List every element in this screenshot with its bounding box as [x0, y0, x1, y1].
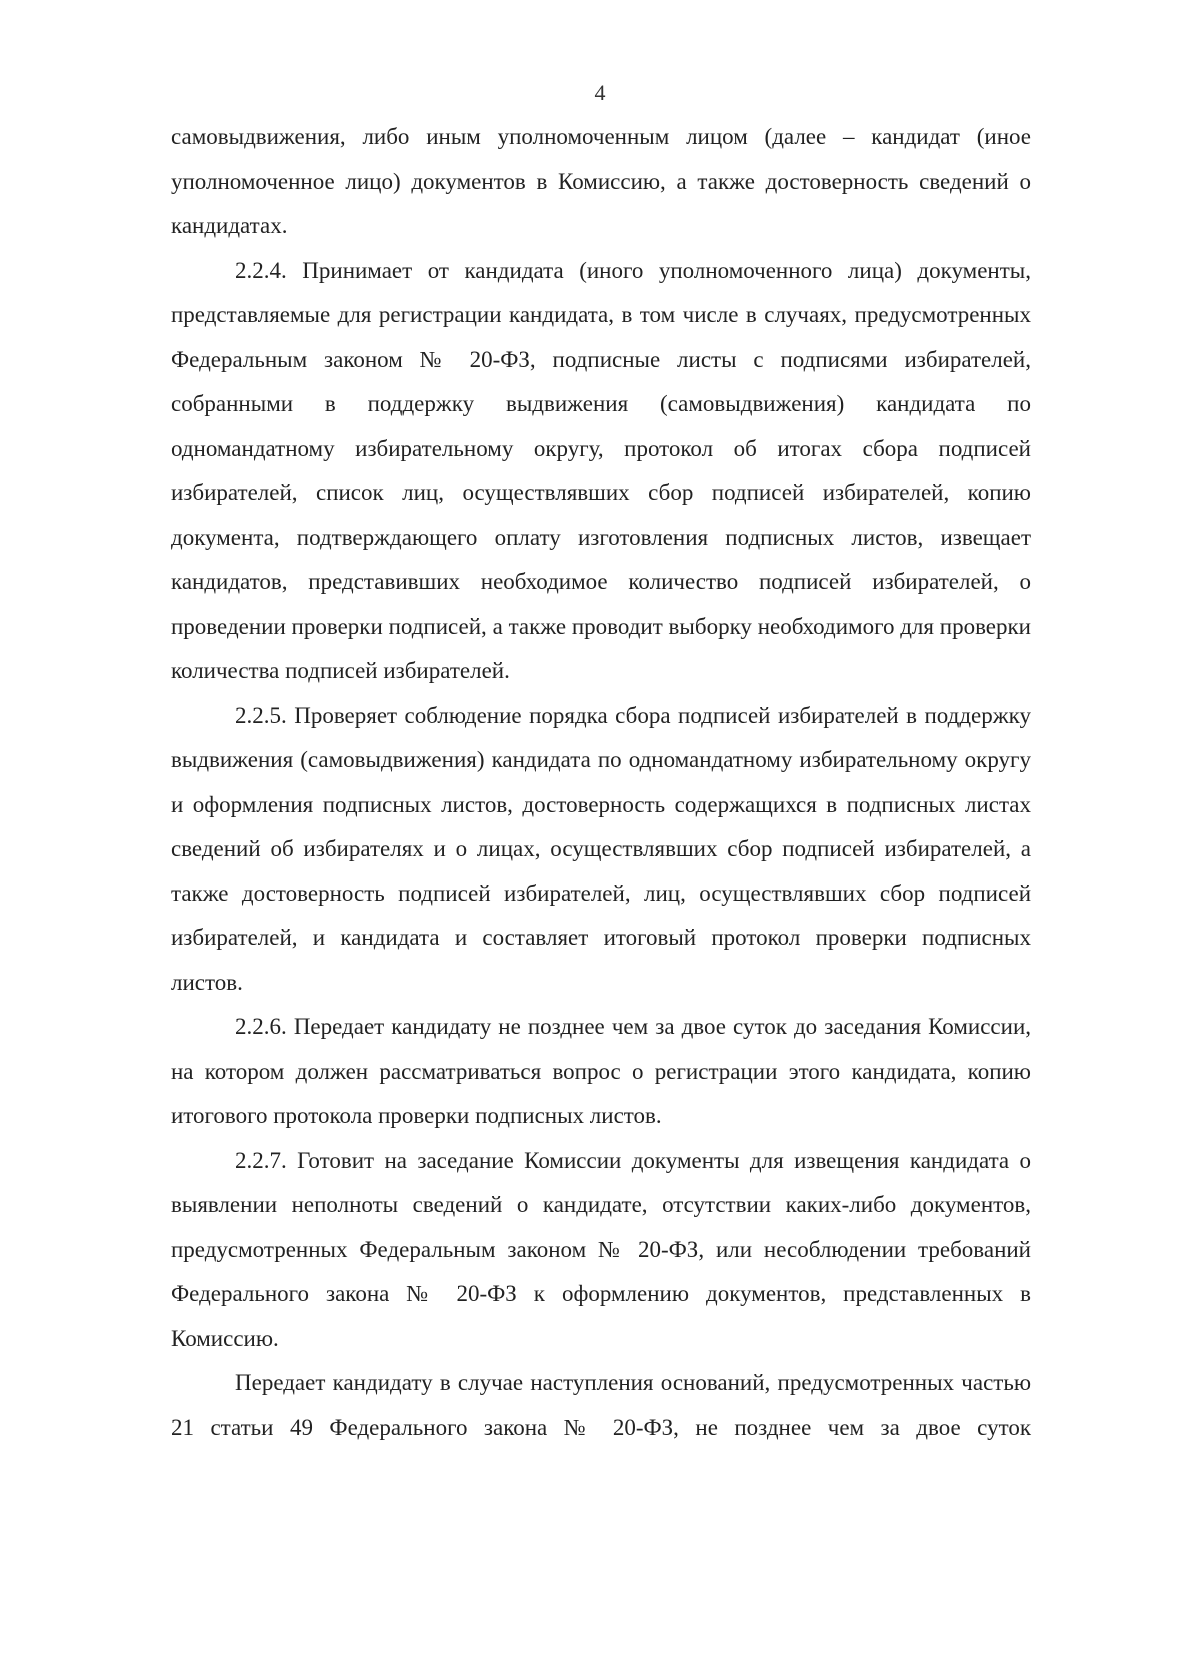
- page-number: 4: [594, 80, 606, 105]
- paragraph-transfer-clause: Передает кандидату в случае наступления оснований, предусмотренных частью 21 статьи 49 Федерального закона № 20-ФЗ, не позднее чем за двое суток: [171, 1370, 1031, 1440]
- paragraph-continuation: самовыдвижения, либо иным уполномоченным лицом (далее – кандидат (иное уполномоченное лицо) документов в Комиссию, а также достоверность сведений о кандидатах.: [171, 124, 1031, 238]
- paragraph-clause-2-2-6: 2.2.6. Передает кандидату не позднее чем за двое суток до заседания Комиссии, на котором должен рассматриваться вопрос о регистрации этого кандидата, копию итогового протокола проверки подписных листов.: [171, 1014, 1031, 1128]
- paragraph-clause-2-2-4: 2.2.4. Принимает от кандидата (иного уполномоченного лица) документы, представляемые для регистрации кандидата, в том числе в случаях, предусмотренных Федеральным законом № 20-ФЗ, подписные листы с подписями избирателей, собранными в поддержку выдвижения (самовыдвижения) кандидата по одномандатному избирательному округу, протокол об итогах сбора подписей избирателей, список лиц, осуществлявших сбор подписей избирателей, копию документа, подтверждающего оплату изготовления подписных листов, извещает кандидатов, представивших необходимое количество подписей избирателей, о проведении проверки подписей, а также проводит выборку необходимого для проверки количества подписей избирателей.: [171, 257, 1031, 683]
- paragraph-clause-2-2-7: 2.2.7. Готовит на заседание Комиссии документы для извещения кандидата о выявлении неполноты сведений о кандидате, отсутствии каких-либо документов, предусмотренных Федеральным законом № 20-ФЗ, или несоблюдении требований Федерального закона № 20-ФЗ к оформлению документов, представленных в Комиссию.: [171, 1147, 1031, 1351]
- paragraph-clause-2-2-5: 2.2.5. Проверяет соблюдение порядка сбора подписей избирателей в поддержку выдвижения (самовыдвижения) кандидата по одномандатному избирательному округу и оформления подписных листов, достоверность содержащихся в подписных листах сведений об избирателях и о лицах, осуществлявших сбор подписей избирателей, а также достоверность подписей избирателей, лиц, осуществлявших сбор подписей избирателей, и кандидата и составляет итоговый протокол проверки подписных листов.: [171, 702, 1031, 995]
- document-body: [171, 115, 1031, 1450]
